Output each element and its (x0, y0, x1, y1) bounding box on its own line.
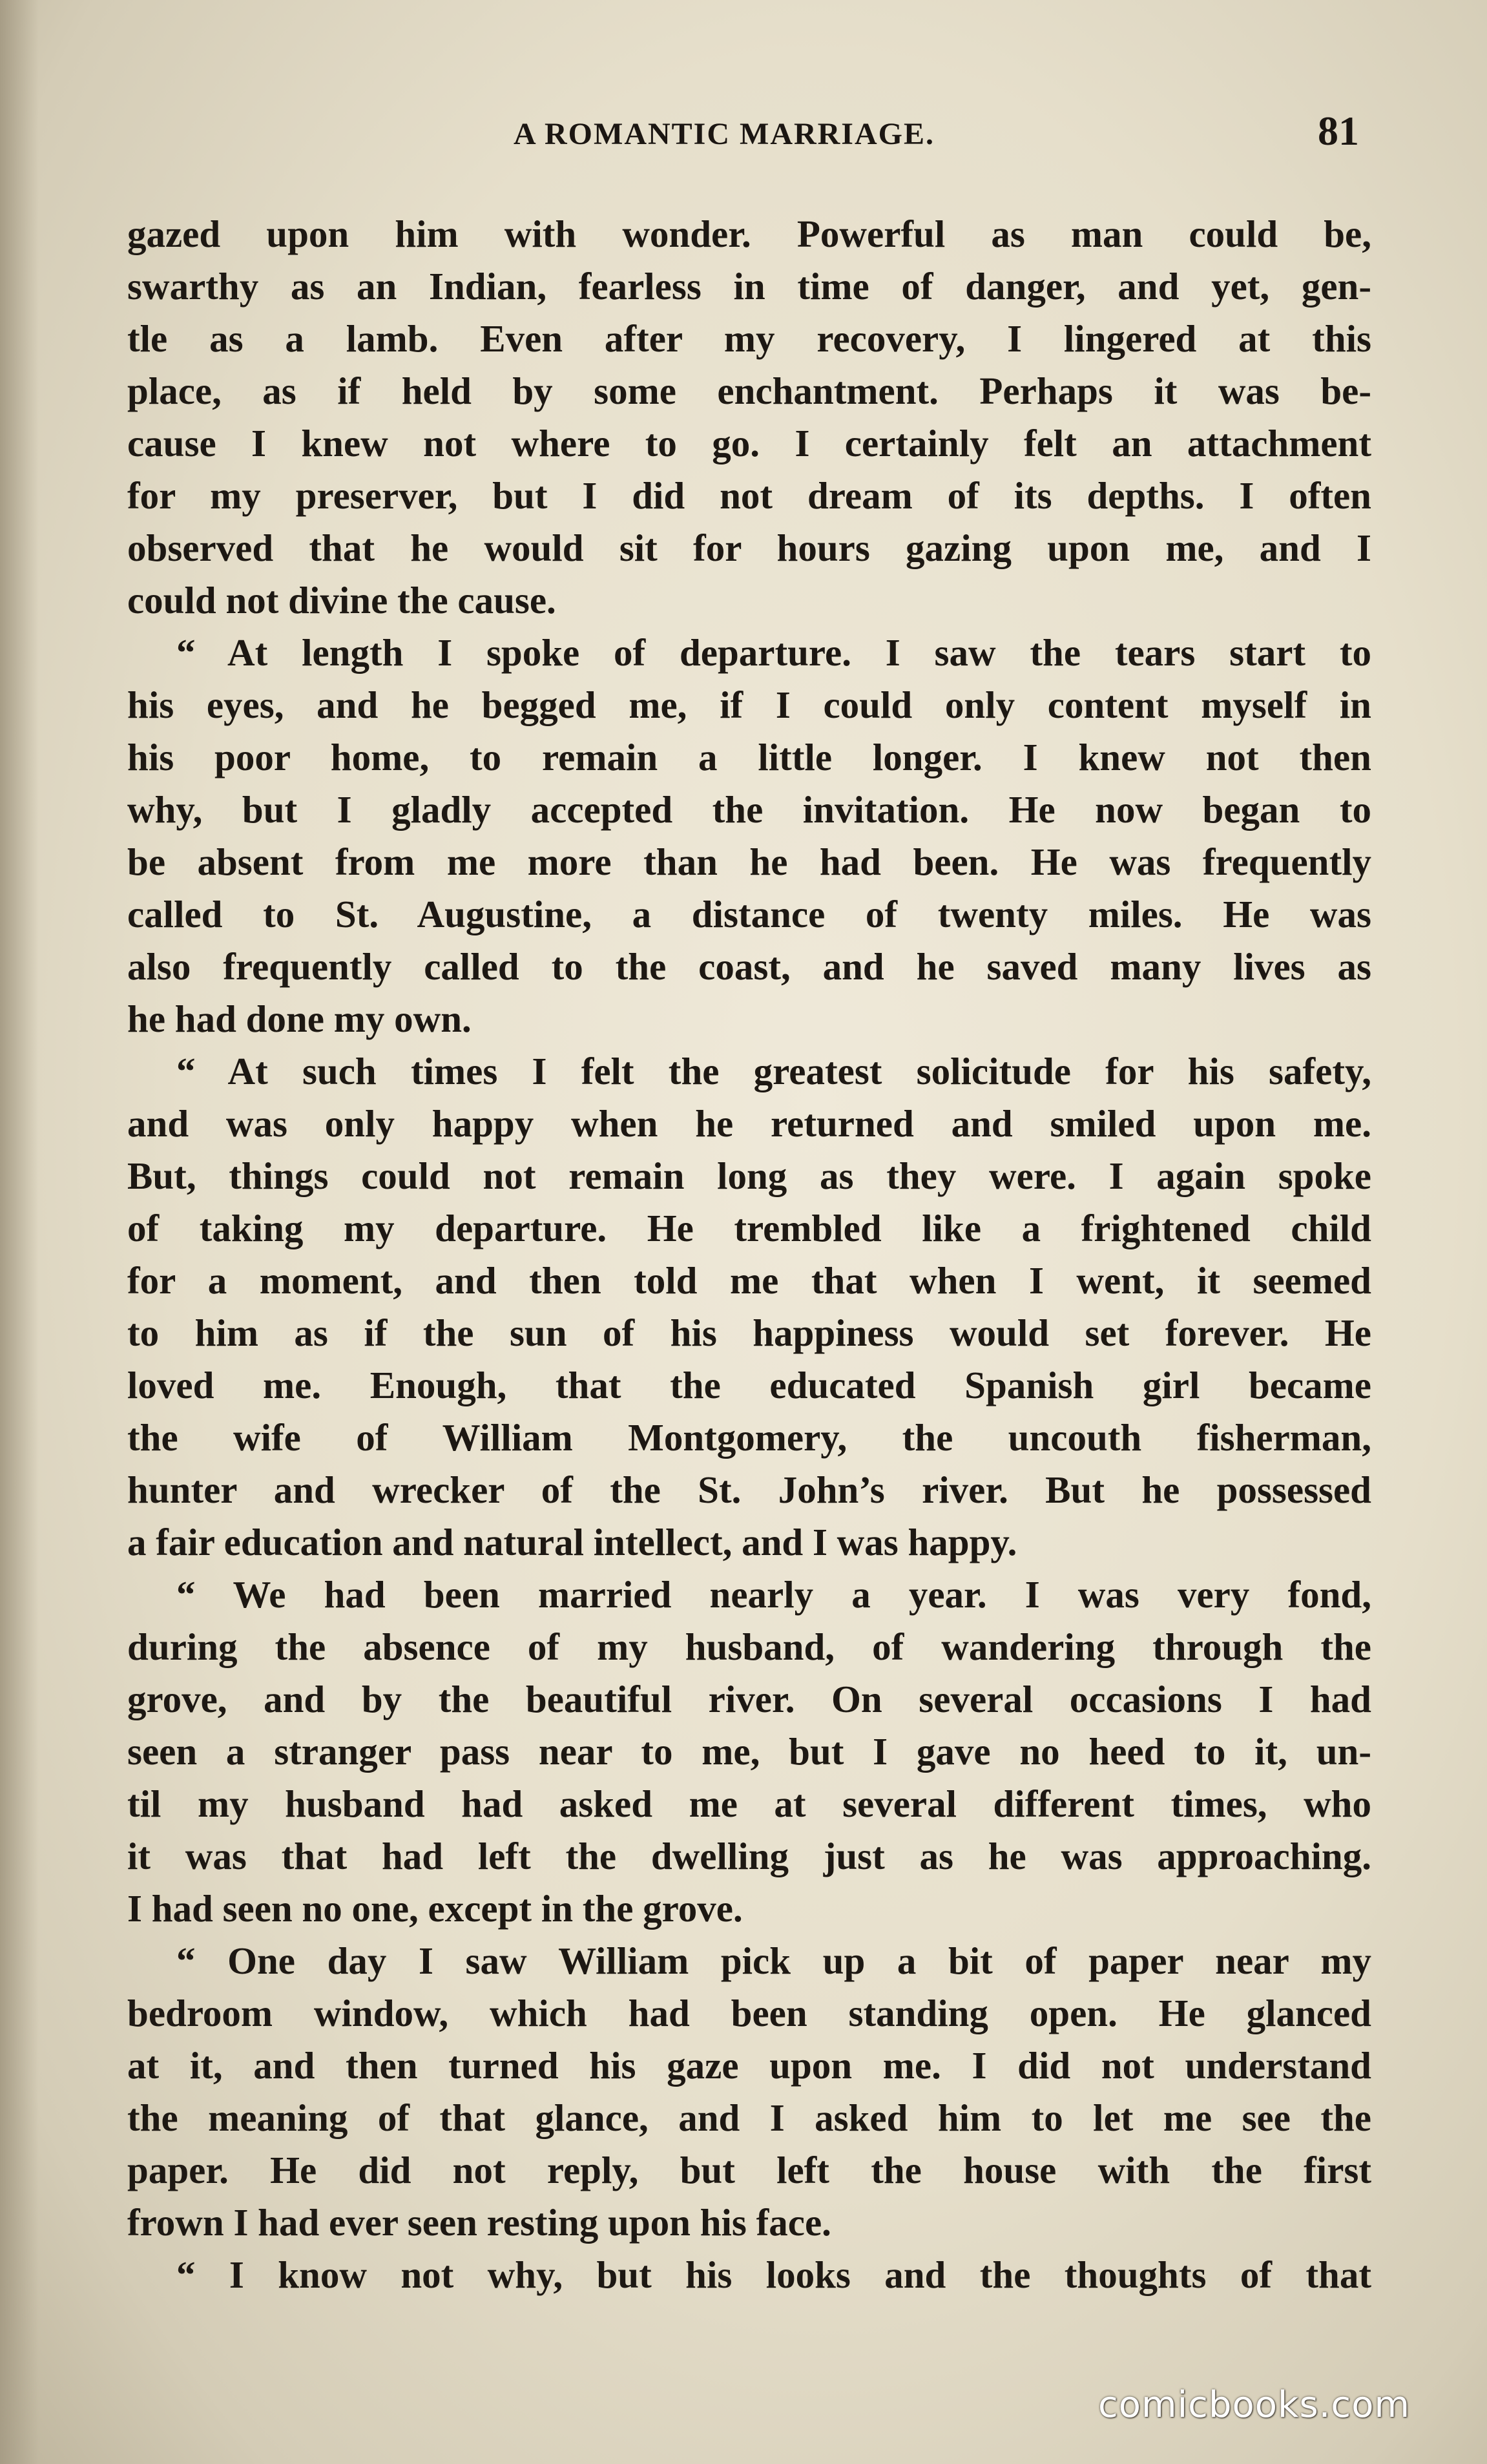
text-line: be absent from me more than he had been. He was frequently (127, 840, 1371, 883)
text-line: during the absence of my husband, of wandering through the (127, 1625, 1371, 1668)
page-header (0, 108, 1487, 168)
text-line: “ I know not why, but his looks and the thoughts of that (176, 2253, 1371, 2296)
text-line: why, but I gladly accepted the invitation. He now began to (127, 788, 1371, 831)
text-line: it was that had left the dwelling just as he was approaching. (127, 1835, 1371, 1877)
text-line: swarthy as an Indian, fearless in time of danger, and yet, gen- (127, 265, 1371, 308)
text-line: gazed upon him with wonder. Powerful as man could be, (127, 213, 1371, 255)
text-line: bedroom window, which had been standing open. He glanced (127, 1992, 1371, 2034)
text-line: frown I had ever seen resting upon his face. (127, 2201, 831, 2244)
text-line: til my husband had asked me at several different times, who (127, 1782, 1371, 1825)
text-line: to him as if the sun of his happiness would set forever. He (127, 1311, 1371, 1354)
watermark: comicbooks.com (1098, 2384, 1411, 2426)
text-line: seen a stranger pass near to me, but I gave no heed to it, un- (127, 1730, 1371, 1773)
text-line: “ At length I spoke of departure. I saw the tears start to (176, 631, 1371, 674)
text-line: “ At such times I felt the greatest solicitude for his safety, (176, 1050, 1371, 1092)
text-line: of taking my departure. He trembled like a frightened child (127, 1207, 1371, 1249)
text-line: the wife of William Montgomery, the uncouth fisherman, (127, 1416, 1371, 1459)
text-line: at it, and then turned his gaze upon me. I did not understand (127, 2044, 1371, 2087)
text-line: I had seen no one, except in the grove. (127, 1887, 743, 1930)
text-line: for a moment, and then told me that when I went, it seemed (127, 1259, 1371, 1302)
page-number: 81 (1318, 108, 1359, 154)
text-line: his eyes, and he begged me, if I could only content myself in (127, 684, 1371, 726)
text-line: But, things could not remain long as they were. I again spoke (127, 1154, 1371, 1197)
text-line: “ One day I saw William pick up a bit of paper near my (176, 1939, 1371, 1982)
text-line: “ We had been married nearly a year. I was very fond, (176, 1573, 1371, 1616)
text-line: he had done my own. (127, 997, 472, 1040)
text-line: a fair education and natural intellect, and I was happy. (127, 1521, 1017, 1563)
binding-shadow (0, 0, 39, 2464)
text-line: called to St. Augustine, a distance of twenty miles. He was (127, 893, 1371, 935)
text-line: also frequently called to the coast, and he saved many lives as (127, 945, 1371, 988)
running-head: A ROMANTIC MARRIAGE. (514, 117, 935, 151)
text-line: tle as a lamb. Even after my recovery, I lingered at this (127, 317, 1371, 360)
text-line: place, as if held by some enchantment. Perhaps it was be- (127, 370, 1371, 412)
text-line: the meaning of that glance, and I asked him to let me see the (127, 2096, 1371, 2139)
text-line: loved me. Enough, that the educated Spanish girl became (127, 1364, 1371, 1406)
text-line: hunter and wrecker of the St. John’s river. But he possessed (127, 1468, 1371, 1511)
text-line: grove, and by the beautiful river. On several occasions I had (127, 1678, 1371, 1720)
text-line: cause I knew not where to go. I certainly felt an attachment (127, 422, 1371, 465)
text-line: could not divine the cause. (127, 579, 556, 621)
text-line: his poor home, to remain a little longer. I knew not then (127, 736, 1371, 778)
text-line: observed that he would sit for hours gazing upon me, and I (127, 527, 1371, 569)
body-text (127, 208, 1371, 2301)
text-line: paper. He did not reply, but left the house with the first (127, 2149, 1371, 2191)
text-line: for my preserver, but I did not dream of its depths. I often (127, 474, 1371, 517)
text-line: and was only happy when he returned and smiled upon me. (127, 1102, 1371, 1145)
